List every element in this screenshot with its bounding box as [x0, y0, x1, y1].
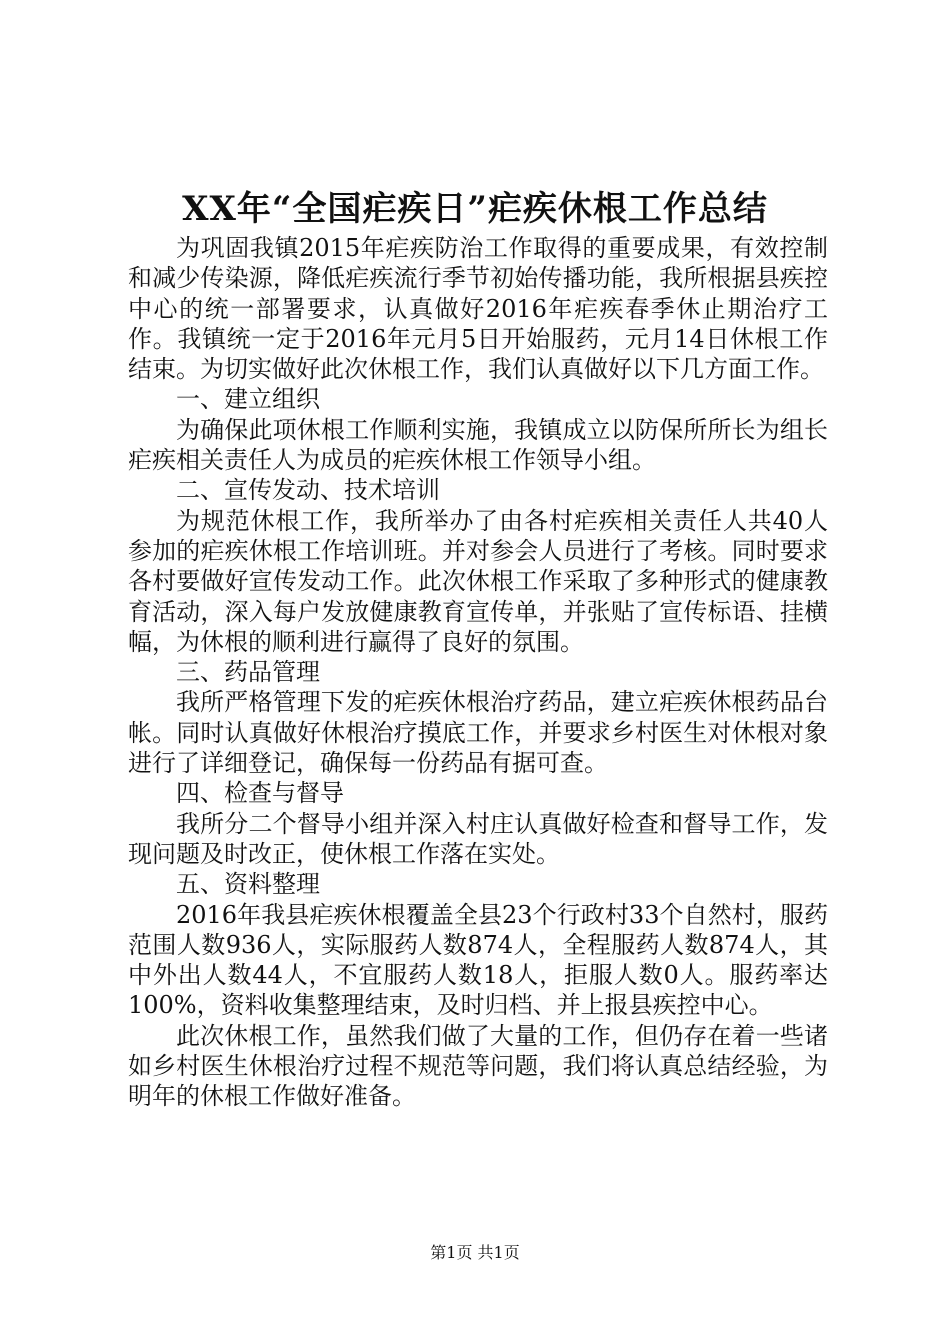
section-text-inspection: 我所分二个督导小组并深入村庄认真做好检查和督导工作，发现问题及时改正，使休根工作落在实处。	[128, 809, 828, 868]
section-heading-publicity-training: 二、宣传发动、技术培训	[176, 476, 440, 505]
section-text-drug-management: 我所严格管理下发的疟疾休根治疗药品，建立疟疾休根药品台帐。同时认真做好休根治疗摸底工作，并要求乡村医生对休根对象进行了详细登记，确保每一份药品有据可查。	[128, 688, 828, 778]
page-footer: 第1页 共1页	[430, 1243, 520, 1262]
closing-paragraph: 此次休根工作，虽然我们做了大量的工作，但仍存在着一些诸如乡村医生休根治疗过程不规范等问题，我们将认真总结经验，为明年的休根工作做好准备。	[128, 1021, 828, 1111]
section-text-data-organization: 2016年我县疟疾休根覆盖全县23个行政村33个自然村，服药范围人数936人，实际服药人数874人，全程服药人数874人，其中外出人数44人，不宜服药人数18人，拒服人数0人。服药率达100%，资料收集整理结束，及时归档、并上报县疾控中心。	[128, 900, 828, 1020]
document-body	[128, 233, 828, 1112]
intro-paragraph: 为巩固我镇2015年疟疾防治工作取得的重要成果，有效控制和减少传染源，降低疟疾流行季节初始传播功能，我所根据县疾控中心的统一部署要求，认真做好2016年疟疾春季休止期治疗工作。我镇统一定于2016年元月5日开始服药，元月14日休根工作结束。为切实做好此次休根工作，我们认真做好以下几方面工作。	[128, 234, 828, 384]
section-text-organization: 为确保此项休根工作顺利实施，我镇成立以防保所所长为组长疟疾相关责任人为成员的疟疾休根工作领导小组。	[128, 415, 828, 475]
section-heading-inspection: 四、检查与督导	[176, 779, 344, 808]
section-text-publicity-training: 为规范休根工作，我所举办了由各村疟疾相关责任人共40人参加的疟疾休根工作培训班。并对参会人员进行了考核。同时要求各村要做好宣传发动工作。此次休根工作采取了多种形式的健康教育活动，深入每户发放健康教育宣传单，并张贴了宣传标语、挂横幅，为休根的顺利进行赢得了良好的氛围。	[128, 506, 828, 656]
section-heading-organization: 一、建立组织	[176, 385, 320, 414]
document-title: XX年“全国疟疾日”疟疾休根工作总结	[182, 189, 768, 229]
section-heading-drug-management: 三、药品管理	[176, 658, 320, 687]
section-heading-data-organization: 五、资料整理	[176, 870, 320, 899]
